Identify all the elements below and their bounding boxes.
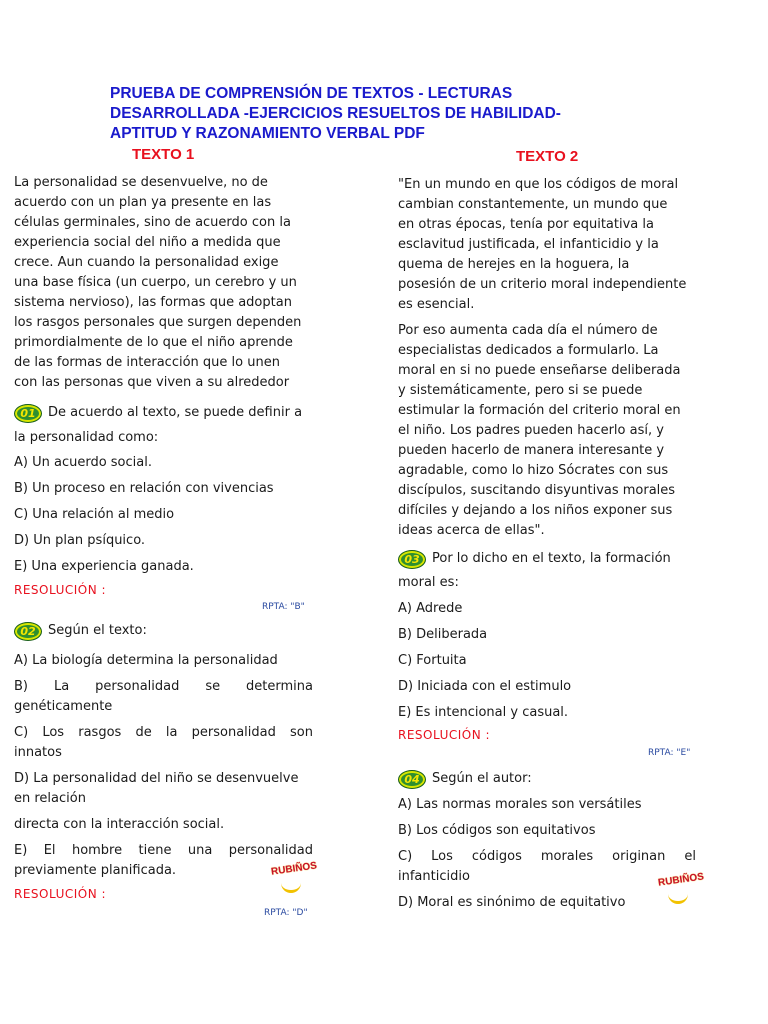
passage-line: estimular la formación del criterio moral en (398, 403, 681, 418)
logo-text: RUBIÑOS (657, 871, 705, 889)
answer-option: C) Los códigos morales originan el (398, 849, 696, 864)
passage-line: es esencial. (398, 297, 475, 312)
question-number-badge: 04 (398, 770, 426, 789)
document-title (110, 84, 670, 144)
question-stem: De acuerdo al texto, se puede definir a (48, 405, 303, 420)
passage-line: en otras épocas, tenía por equitativa la (398, 217, 654, 232)
passage-line: sistema nervioso), las formas que adoptan (14, 295, 292, 310)
passage-line: con las personas que viven a su alrededor (14, 375, 290, 390)
passage-line: pueden hacerlo de manera interesante y (398, 443, 665, 458)
answer-option: B) Un proceso en relación con vivencias (14, 481, 274, 496)
answer-option: E) El hombre tiene una personalidad (14, 843, 313, 858)
rpta-label: RPTA: "E" (648, 748, 691, 758)
passage-line: crece. Aun cuando la personalidad exige (14, 255, 279, 270)
passage-line: ideas acerca de ellas". (398, 523, 545, 538)
answer-option: A) Un acuerdo social. (14, 455, 152, 470)
passage-line: los rasgos personales que surgen dependen (14, 315, 302, 330)
texto-2-heading: TEXTO 2 (516, 148, 579, 165)
rpta-label: RPTA: "D" (264, 908, 308, 918)
passage-line: y sistemáticamente, pero si se puede (398, 383, 643, 398)
answer-option: A) Adrede (398, 601, 463, 616)
title-line-1: PRUEBA DE COMPRENSIÓN DE TEXTOS - LECTURAS (110, 85, 513, 102)
answer-option: infanticidio (398, 869, 470, 884)
answer-option: en relación (14, 791, 86, 806)
passage-line: de las formas de interacción que lo unen (14, 355, 280, 370)
title-line-2: DESARROLLADA -EJERCICIOS RESUELTOS DE HABILIDAD- (110, 105, 561, 122)
question-stem: Según el autor: (432, 771, 532, 786)
resolucion-label: RESOLUCIÓN : (14, 887, 107, 901)
rubinos-logo (657, 871, 705, 905)
answer-option: innatos (14, 745, 62, 760)
answer-option: directa con la interacción social. (14, 817, 225, 832)
passage-line: discípulos, suscitando disyuntivas morales (398, 483, 676, 498)
passage-line: quema de herejes en la hoguera, la (398, 257, 630, 272)
resolucion-label: RESOLUCIÓN : (398, 728, 491, 742)
passage-line: cambian constantemente, un mundo que (398, 197, 668, 212)
passage-line: esclavitud justificada, el infanticidio y la (398, 237, 659, 252)
passage-line: La personalidad se desenvuelve, no de (14, 175, 268, 190)
passage-line: posesión de un criterio moral independiente (398, 277, 687, 292)
question-number-badge: 02 (14, 622, 42, 641)
logo-text: RUBIÑOS (270, 860, 318, 878)
answer-option: B) Los códigos son equitativos (398, 823, 596, 838)
passage-line: Por eso aumenta cada día el número de (398, 323, 658, 338)
question-stem: la personalidad como: (14, 430, 159, 445)
question-stem: moral es: (398, 575, 459, 590)
passage-line: "En un mundo en que los códigos de moral (398, 177, 679, 192)
answer-option: E) Una experiencia ganada. (14, 559, 194, 574)
answer-option: B) La personalidad se determina (14, 679, 313, 694)
logo-arc (668, 889, 688, 904)
answer-option: E) Es intencional y casual. (398, 705, 569, 720)
passage-line: agradable, como lo hizo Sócrates con sus (398, 463, 669, 478)
passage-line: difíciles y dejando a los niños exponer sus (398, 503, 673, 518)
logo-arc (281, 878, 301, 893)
question-number-badge: 03 (398, 550, 426, 569)
answer-option: C) Fortuita (398, 653, 467, 668)
passage-line: acuerdo con un plan ya presente en las (14, 195, 272, 210)
answer-option: D) Iniciada con el estimulo (398, 679, 572, 694)
answer-option: genéticamente (14, 699, 113, 714)
question-stem: Por lo dicho en el texto, la formación (432, 551, 671, 566)
passage-line: el niño. Los padres pueden hacerlo así, y (398, 423, 664, 438)
question-number-badge: 01 (14, 404, 42, 423)
title-line-3: APTITUD Y RAZONAMIENTO VERBAL PDF (110, 125, 425, 142)
answer-option: D) La personalidad del niño se desenvuelve (14, 771, 299, 786)
passage-line: una base física (un cuerpo, un cerebro y un (14, 275, 297, 290)
question-stem: Según el texto: (48, 623, 147, 638)
answer-option: A) Las normas morales son versátiles (398, 797, 642, 812)
answer-option: A) La biología determina la personalidad (14, 653, 278, 668)
answer-option: C) Los rasgos de la personalidad son (14, 725, 313, 740)
answer-option: B) Deliberada (398, 627, 488, 642)
passage-line: moral en si no puede enseñarse deliberada (398, 363, 681, 378)
right-column (398, 176, 705, 916)
answer-option: C) Una relación al medio (14, 507, 175, 522)
left-column (14, 172, 318, 920)
passage-line: primordialmente de lo que el niño aprende (14, 335, 293, 350)
answer-option: D) Un plan psíquico. (14, 533, 146, 548)
rubinos-logo (270, 860, 318, 894)
rpta-label: RPTA: "B" (262, 602, 305, 612)
texto-1-heading: TEXTO 1 (132, 146, 195, 163)
passage-line: especialistas dedicados a formularlo. La (398, 343, 659, 358)
passage-line: células germinales, sino de acuerdo con la (14, 215, 291, 230)
answer-option: previamente planificada. (14, 863, 177, 878)
answer-option: D) Moral es sinónimo de equitativo (398, 895, 626, 910)
resolucion-label: RESOLUCIÓN : (14, 583, 107, 597)
passage-line: experiencia social del niño a medida que (14, 235, 281, 250)
